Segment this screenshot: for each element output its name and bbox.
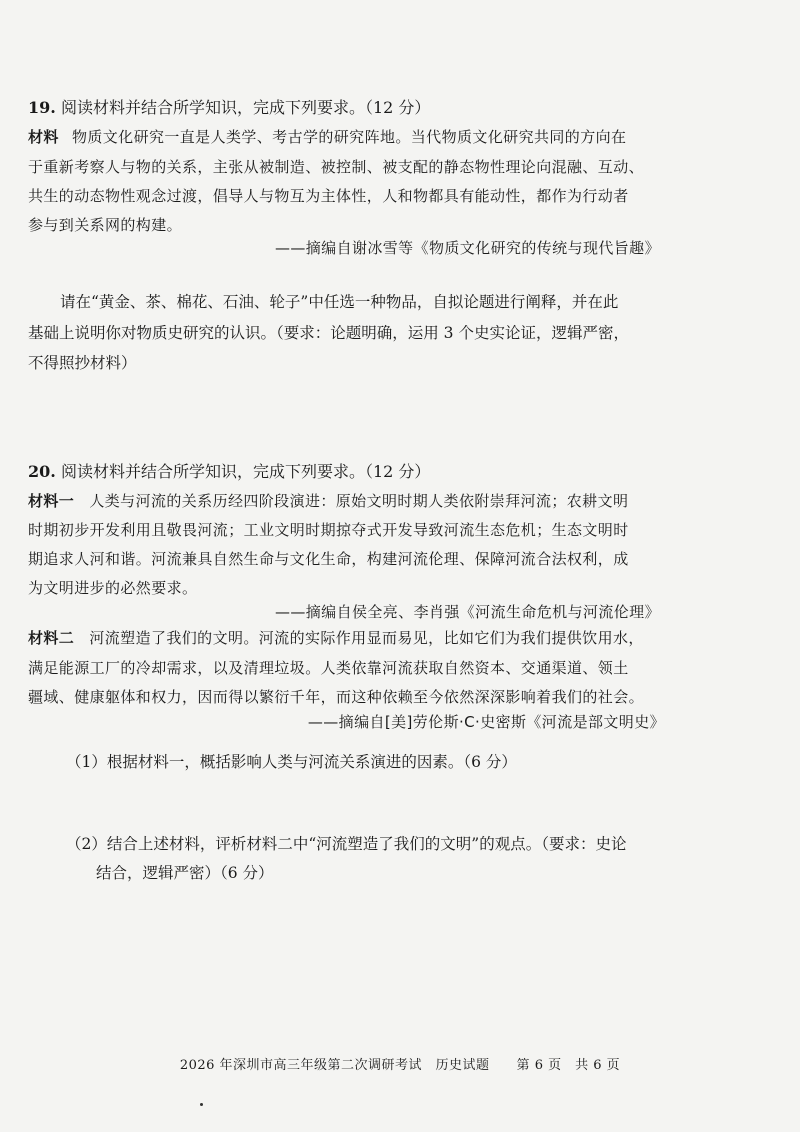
q19-material-line-3: 共生的动态物性观念过渡，倡导人与物互为主体性，人和物都具有能动性，都作为行动者 (28, 187, 629, 205)
q20-material1-line-2: 时期初步开发利用且敬畏河流；工业文明时期掠夺式开发导致河流生态危机；生态文明时 (28, 521, 629, 539)
q20-source1: ——摘编自侯全亮、李肖强《河流生命危机与河流伦理》 (274, 603, 660, 621)
q20-material2-line-1 (28, 626, 768, 650)
q20-material1-label: 材料一 (28, 492, 75, 510)
q19-material-text: 物质文化研究一直是人类学、考古学的研究阵地。当代物质文化研究共同的方向在 (71, 128, 627, 146)
q20-material2-line-2: 满足能源工厂的冷却需求，以及清理垃圾。人类依靠河流获取自然资本、交通渠道、领土 (28, 659, 629, 677)
q20-material1-text: 人类与河流的关系历经四阶段演进：原始文明时期人类依附崇拜河流；农耕文明 (89, 492, 629, 510)
q20-material1-line-3: 期追求人河和谐。河流兼具自然生命与文化生命，构建河流伦理、保障河流合法权利，成 (28, 550, 629, 568)
q19-material-label: 材料 (28, 128, 59, 146)
q19-material-line-4: 参与到关系网的构建。 (28, 216, 183, 234)
q19-source: ——摘编自谢冰雪等《物质文化研究的传统与现代旨趣》 (274, 239, 660, 257)
q19-material-line-2: 于重新考察人与物的关系，主张从被制造、被控制、被支配的静态物性理论向混融、互动、 (28, 158, 645, 176)
page-footer: 2026 年深圳市高三年级第二次调研考试 历史试题 第 6 页 共 6 页 (179, 1058, 621, 1073)
q20-number: 20. (28, 462, 56, 481)
q20-material2-label: 材料二 (28, 629, 75, 647)
q19-task-line-2: 基础上说明你对物质史研究的认识。（要求：论题明确，运用 3 个史实论证，逻辑严密， (28, 324, 629, 342)
q19-title-text: 阅读材料并结合所学知识，完成下列要求。（12 分） (60, 98, 431, 117)
q19-task-line-3: 不得照抄材料） (28, 354, 137, 372)
q19-material-line-1 (28, 125, 768, 149)
q20-title (28, 460, 768, 484)
q19-number: 19. (28, 98, 56, 117)
q20-sub2-line-1: （2）结合上述材料，评析材料二中“河流塑造了我们的文明”的观点。（要求：史论 (66, 835, 627, 853)
q19-task-line-1: 请在“黄金、茶、棉花、石油、轮子”中任选一种物品，自拟论题进行阐释，并在此 (60, 293, 619, 311)
q20-title-text: 阅读材料并结合所学知识，完成下列要求。（12 分） (60, 462, 431, 481)
q19-title (28, 96, 768, 120)
q20-material1-line-1 (28, 489, 768, 513)
q20-material2-line-3: 疆域、健康躯体和权力，因而得以繁衍千年，而这种依赖至今依然深深影响着我们的社会。 (28, 688, 645, 706)
q20-material2-text: 河流塑造了我们的文明。河流的实际作用显而易见，比如它们为我们提供饮用水， (89, 629, 644, 647)
q20-sub2-line-2: 结合，逻辑严密）（6 分） (96, 864, 274, 882)
scan-dot (200, 1103, 203, 1106)
q20-material1-line-4: 为文明进步的必然要求。 (28, 579, 198, 597)
q20-source2: ——摘编自[美]劳伦斯·C·史密斯《河流是部文明史》 (307, 713, 665, 731)
q20-sub1: （1）根据材料一，概括影响人类与河流关系演进的因素。（6 分） (66, 753, 517, 771)
